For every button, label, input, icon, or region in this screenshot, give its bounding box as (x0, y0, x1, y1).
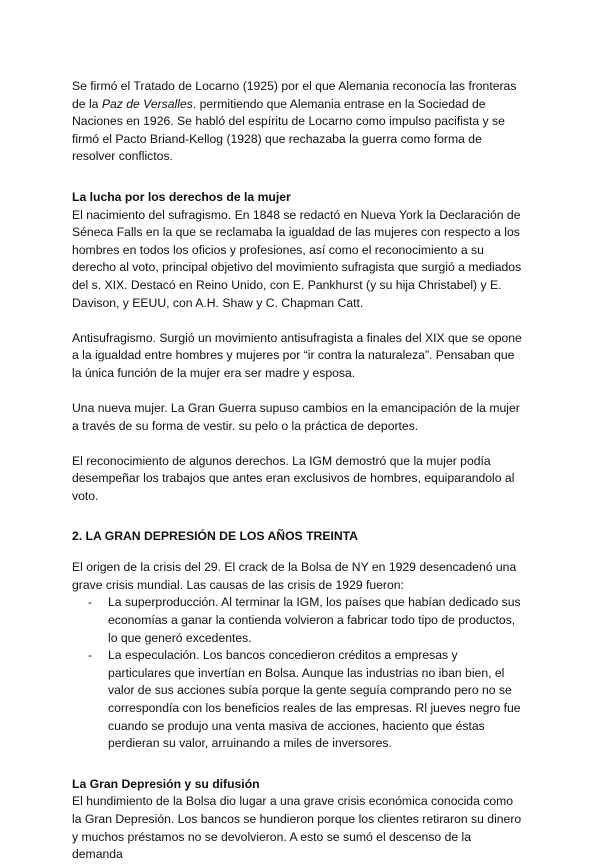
paragraph-crisis-origin: El origen de la crisis del 29. El crack de la Bolsa de NY en 1929 desencadenó una grave crisis mundial. Las causas de las crisis de 1929 fueron: (72, 560, 517, 592)
heading-women-rights: La lucha por los derechos de la mujer (72, 189, 291, 204)
dash-bullet: - (88, 595, 93, 610)
spacer (72, 545, 522, 559)
causes-list (72, 594, 522, 752)
paragraph-locarno (72, 78, 522, 166)
section-title-great-depression: 2. LA GRAN DEPRESIÓN DE LOS AÑOS TREINTA (72, 528, 358, 543)
paragraph-suffragism: El nacimiento del sufragismo. En 1848 se redactó en Nueva York la Declaración de Séneca Falls en la que se reclamaba la igualdad de las mujeres con respecto a los hombres en todos los oficios y profesiones, así como el reconocimiento a su derecho al voto, principal objetivo del movimiento sufragista que surgió a mediados del s. XIX. Destacó en Reino Unido, con E. Pankhurst (y su hija Christabel) y E. Davison, y EEUU, con A.H. Shaw y C. Chapman Catt. (72, 207, 522, 310)
list-item-text: La superproducción. Al terminar la IGM, los países que habían dedicado sus economías a ganar la contienda volvieron a fabricar todo tipo de productos, lo que generó excedentes. (108, 595, 521, 645)
locarno-italic-text: Paz de Versalles (101, 96, 193, 111)
list-item-overproduction (88, 594, 522, 647)
heading-depression-spread: La Gran Depresión y su difusión (72, 776, 260, 791)
spacer (72, 312, 522, 330)
paragraph-rights-recognition: El reconocimiento de algunos derechos. La IGM demostró que la mujer podía desempeñar los trabajos que antes eran exclusivos de hombres, equiparandolo al voto. (72, 453, 515, 504)
list-item-speculation (88, 647, 522, 753)
locarno-text-end: . permitiendo que Alemania entrase en la Sociedad de Naciones en 1926. Se habló del espíritu de Locarno como impulso pacifista y se firmó el Pacto Briand-Kellog (1928) que rechazaba la guerra como forma de resolver conflictos. (72, 96, 505, 164)
spacer (72, 435, 522, 453)
paragraph-depression: El hundimiento de la Bolsa dio lugar a una grave crisis económica conocida como la Gran Depresión. Los bancos se hundieron porque los clientes retiraron su dinero y muchos préstamos no se devolvieron. A esto se sumó el descenso de la demanda (72, 794, 522, 862)
locarno-text-start: Se firmó el Tratado de Locarno (1925) por el que Alemania reconocía las fronteras de la (72, 79, 517, 111)
paragraph-new-woman: Una nueva mujer. La Gran Guerra supuso cambios en la emancipación de la mujer a través de su forma de vestir. su pelo o la práctica de deportes. (72, 401, 520, 433)
document-page (72, 78, 522, 864)
spacer (72, 383, 522, 401)
dash-bullet: - (88, 648, 93, 663)
paragraph-antisuffragism: Antisufragismo. Surgió un movimiento antisufragista a finales del XIX que se opone a la igualdad entre hombres y mujeres por “ir contra la naturaleza”. Pensaban que la única función de la mujer era ser madre y esposa. (72, 330, 522, 380)
list-item-text: La especulación. Los bancos concedieron créditos a empresas y particulares que invertían en Bolsa. Aunque las industrias no iban bien, el valor de sus acciones subía porque la gente seguía comprando pero no se correspondía con los beneficios reales de las empresas. Rl jueves negro fue cuando se produjo una venta masiva de acciones, haciento que éstas perdieran su valor, arruinando a miles de inversores. (108, 648, 521, 751)
